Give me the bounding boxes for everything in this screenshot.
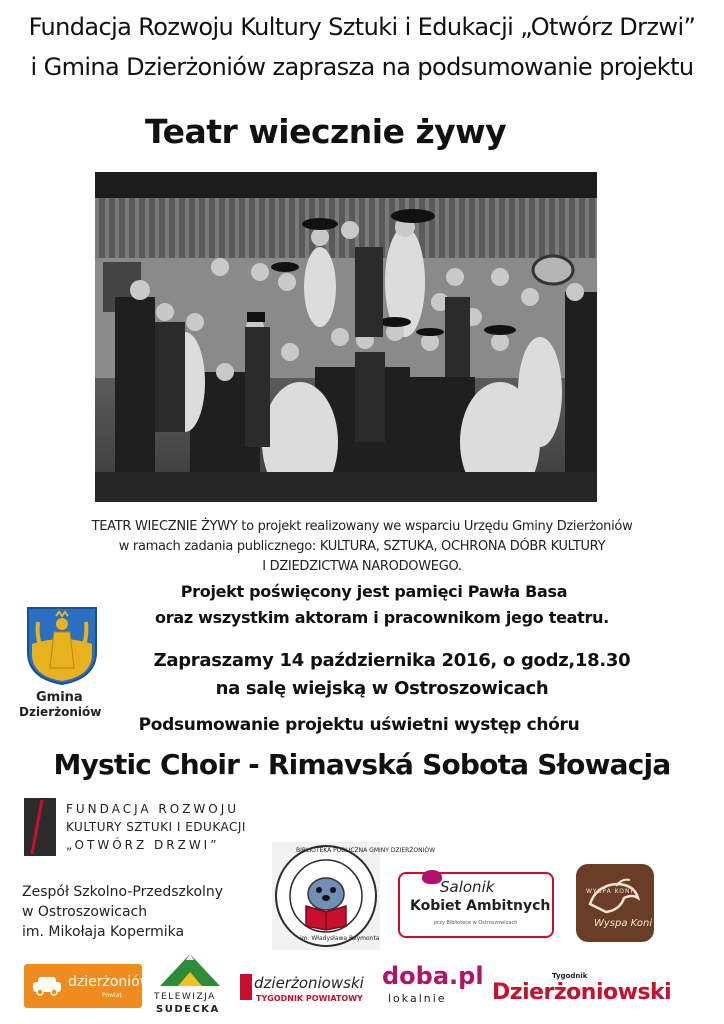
dzierzoniow-powiat-logo xyxy=(24,964,152,1008)
tygodnik-line2: TYGODNIK POWIATOWY xyxy=(256,994,363,1003)
school-line2: w Ostroszowicach xyxy=(22,904,148,920)
tygodnik-dzierzoniowski-logo xyxy=(492,972,684,1012)
dzierzoniow-text: dzierżoniów xyxy=(68,974,152,990)
event-date-line: Zapraszamy 14 października 2016, o godz,18.30 xyxy=(153,650,631,671)
fundacja-line3: „OTWÓRZ DRZWI” xyxy=(66,838,220,852)
tv-line2: SUDECKA xyxy=(156,1004,220,1015)
wyspa-koni-logo xyxy=(576,864,654,942)
door-icon xyxy=(22,796,58,858)
library-bottom-text: im. Władysława Reymonta xyxy=(300,935,380,942)
fundacja-line1: FUNDACJA ROZWOJU xyxy=(66,802,240,816)
theatre-group-photo xyxy=(95,172,597,502)
organizer-line: Fundacja Rozwoju Kultury Sztuki i Edukacji „Otwórz Drzwi” xyxy=(28,13,696,41)
page-title: Teatr wiecznie żywy xyxy=(145,112,507,151)
wyspa-bottom: Wyspa Koni xyxy=(594,918,653,929)
tygodnik-line1: dzierżoniowski xyxy=(254,974,364,992)
doba-line1: doba.pl xyxy=(382,962,484,990)
red-bar-icon xyxy=(240,974,252,1000)
project-info-line-1: TEATR WIECZNIE ŻYWY to projekt realizowany we wsparciu Urzędu Gminy Dzierżoniów xyxy=(91,519,633,534)
mountains-icon xyxy=(150,950,230,988)
invitation-line: i Gmina Dzierżoniów zaprasza na podsumowanie projektu xyxy=(30,53,694,81)
gmina-logo xyxy=(19,604,102,722)
gmina-logo-line1: Gmina xyxy=(36,690,83,705)
tygodnik-powiatowy-logo xyxy=(240,974,364,1012)
tyg2-small: Tygodnik xyxy=(552,972,588,980)
telewizja-sudecka-logo xyxy=(150,950,230,1020)
salonik-small: przy Bibliotece w Ostroszowicach xyxy=(434,920,518,926)
wyspa-top: WYSPA KONI xyxy=(586,888,634,895)
library-logo xyxy=(272,842,380,950)
car-icon xyxy=(32,976,62,996)
fundacja-line2: KULTURY SZTUKI I EDUKACJI xyxy=(66,820,246,834)
doba-line2: lokalnie xyxy=(388,992,447,1005)
doba-pl-logo xyxy=(382,962,484,1010)
choir-headline: Mystic Choir - Rimavská Sobota Słowacja xyxy=(53,748,671,781)
photo-illustration xyxy=(95,172,597,502)
school-line3: im. Mikołaja Kopermika xyxy=(22,924,185,940)
coat-of-arms-icon xyxy=(24,604,100,686)
hat-icon xyxy=(422,870,442,884)
project-info-line-2: w ramach zadania publicznego: KULTURA, SZTUKA, OCHRONA DÓBR KULTURY xyxy=(118,539,606,554)
salonik-line1: Salonik xyxy=(440,878,495,896)
school-line1: Zespół Szkolno-Przedszkolny xyxy=(22,884,224,900)
project-info-line-3: I DZIEDZICTWA NARODOWEGO. xyxy=(262,559,462,574)
dedication-line-2: oraz wszystkim aktoram i pracownikom jego teatru. xyxy=(155,608,609,627)
choir-intro-line: Podsumowanie projektu uświetni występ chóru xyxy=(138,715,580,735)
dzierzoniow-sub: Powiat xyxy=(102,992,122,999)
library-ring-text: BIBLIOTEKA PUBLICZNA GMINY DZIERŻONIÓW xyxy=(296,847,436,854)
fundacja-logo xyxy=(22,796,284,858)
library-emblem-icon xyxy=(272,842,380,950)
tyg2-big: Dzierżoniowski xyxy=(492,980,672,1005)
horse-icon xyxy=(576,864,654,942)
dedication-line-1: Projekt poświęcony jest pamięci Pawła Basa xyxy=(180,582,568,601)
tv-line1: TELEWIZJA xyxy=(154,992,216,1002)
gmina-logo-line2: Dzierżoniów xyxy=(19,705,102,719)
salonik-logo xyxy=(398,872,554,938)
event-venue-line: na salę wiejską w Ostroszowicach xyxy=(215,678,549,699)
salonik-line2: Kobiet Ambitnych xyxy=(410,898,551,914)
